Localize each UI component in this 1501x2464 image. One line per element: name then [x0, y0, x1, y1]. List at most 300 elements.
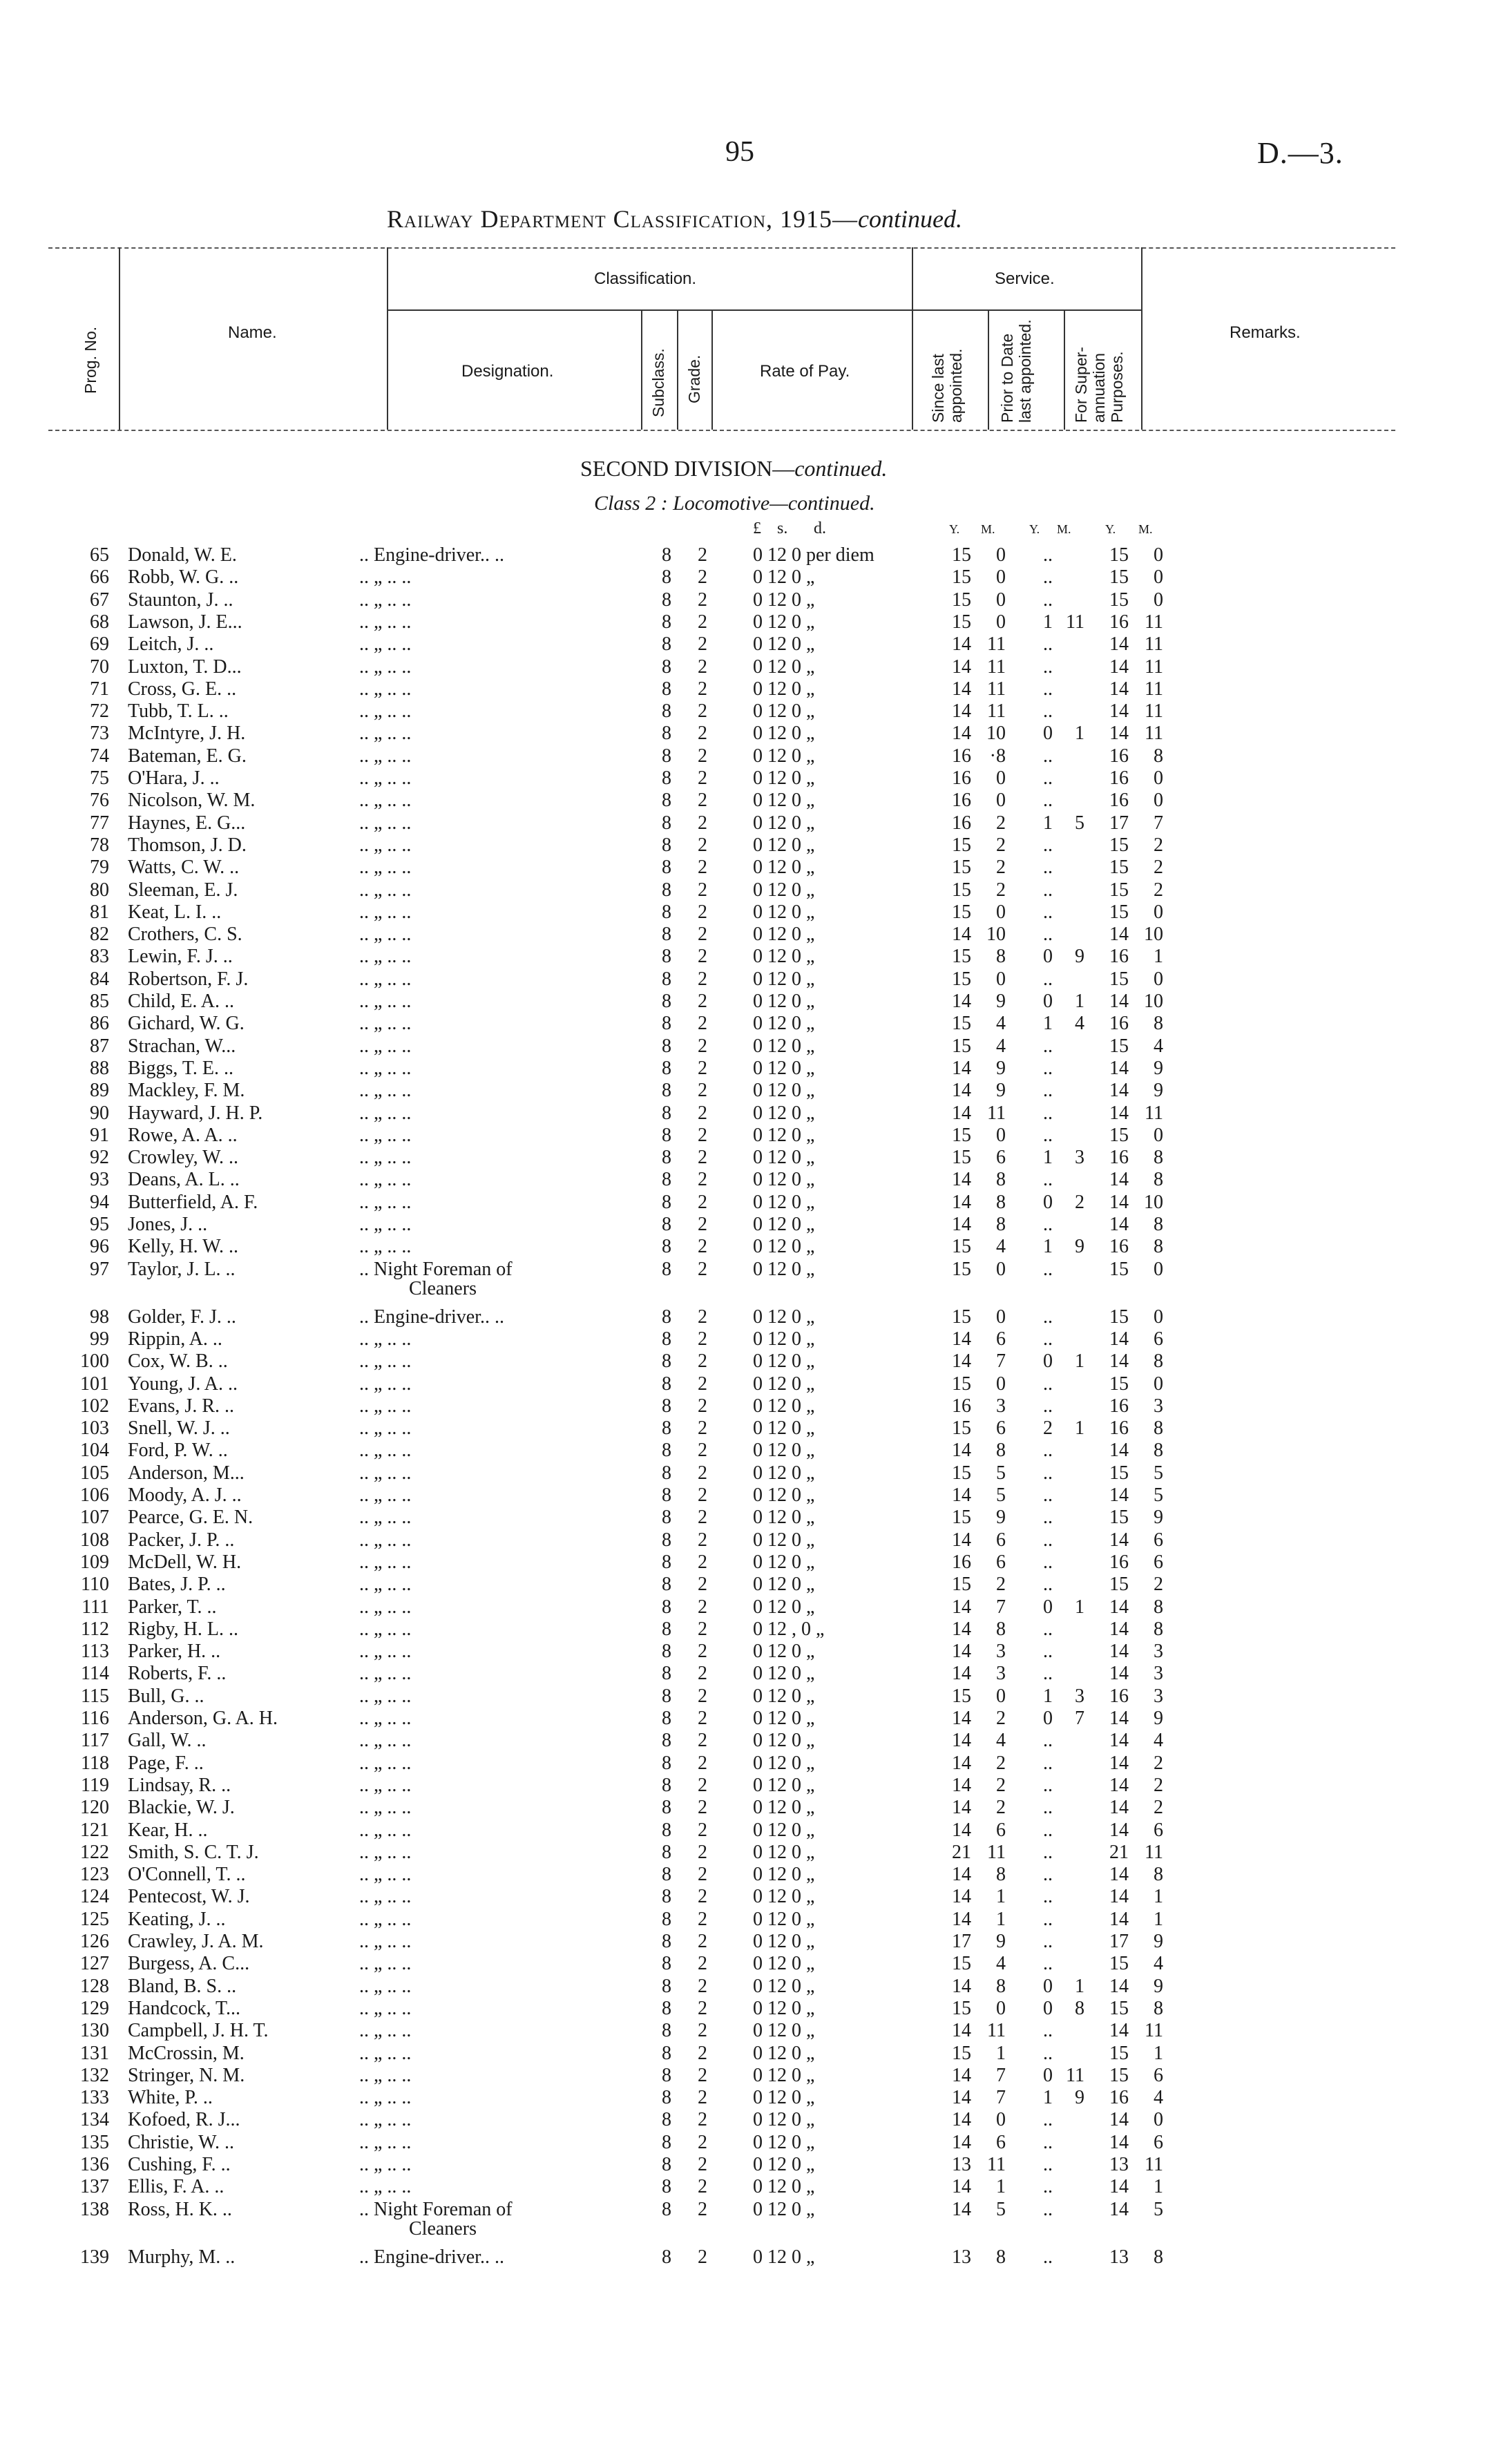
super-years-cell: 14	[1109, 1169, 1129, 1191]
table-row	[0, 1753, 1501, 1775]
table-row	[0, 1842, 1501, 1864]
subclass-cell: 8	[662, 1191, 671, 1213]
grade-cell: 2	[698, 2131, 707, 2153]
table-row	[0, 968, 1501, 991]
prog-no-cell: 95	[90, 1214, 109, 1235]
rate-cell: 0 12 0 „	[753, 812, 815, 834]
super-years-cell: 14	[1109, 1752, 1129, 1774]
name-cell: Luxton, T. D...	[128, 656, 242, 678]
table-row	[0, 656, 1501, 678]
prior-years-cell: ..	[1043, 656, 1053, 678]
prior-years-cell: ..	[1043, 2154, 1053, 2175]
since-months-cell: 4	[996, 1953, 1006, 1975]
name-cell: Child, E. A. ..	[128, 991, 235, 1012]
prior-years-cell: ..	[1043, 1258, 1053, 1280]
super-years-cell: 14	[1109, 1708, 1129, 1729]
table-row	[0, 700, 1501, 723]
prog-no-cell: 112	[81, 1618, 109, 1640]
since-months-cell: 8	[996, 1618, 1006, 1640]
rate-cell: 0 12 0 „	[753, 1124, 815, 1146]
prior-months-cell: 3	[1075, 1685, 1084, 1707]
super-months-cell: 8	[1154, 1618, 1163, 1640]
table-row	[0, 1306, 1501, 1328]
prog-no-cell: 104	[80, 1440, 109, 1462]
grade-cell: 2	[698, 2064, 707, 2086]
grade-cell: 2	[698, 1819, 707, 1841]
prior-years-cell: ..	[1043, 1035, 1053, 1057]
since-months-cell: 9	[996, 1931, 1006, 1952]
grade-cell: 2	[698, 901, 707, 923]
subclass-cell: 8	[662, 1147, 671, 1169]
designation-cell: .. „ .. ..	[359, 1841, 412, 1863]
prior-months-cell: 3	[1075, 1147, 1084, 1169]
prog-no-cell: 67	[90, 589, 109, 611]
prior-years-cell: ..	[1043, 1641, 1053, 1663]
table-row	[0, 2246, 1501, 2269]
prog-no-cell: 136	[80, 2154, 109, 2175]
since-years-cell: 15	[952, 1462, 971, 1484]
rate-cell: 0 12 0 „	[753, 2042, 815, 2064]
grade-cell: 2	[698, 1886, 707, 1908]
subclass-cell: 8	[662, 767, 671, 789]
designation-cell: .. „ .. ..	[359, 745, 412, 767]
since-months-cell: 5	[996, 1462, 1006, 1484]
since-months-cell: 0	[996, 1124, 1006, 1146]
subclass-cell: 8	[662, 1035, 671, 1057]
grade-cell: 2	[698, 723, 707, 745]
subclass-cell: 8	[662, 2109, 671, 2131]
grade-cell: 2	[698, 1169, 707, 1191]
grade-cell: 2	[698, 2020, 707, 2042]
super-years-cell: 14	[1109, 1328, 1129, 1350]
name-cell: Jones, J. ..	[128, 1214, 208, 1235]
designation-cell: .. „ .. ..	[359, 566, 412, 589]
prior-years-cell: 1	[1043, 1013, 1053, 1035]
super-years-cell: 15	[1109, 901, 1129, 923]
prog-no-cell: 71	[90, 678, 109, 700]
name-cell: Rippin, A. ..	[128, 1328, 222, 1350]
designation-cell: .. „ .. ..	[359, 1641, 412, 1663]
prior-years-cell: ..	[1043, 1462, 1053, 1484]
prior-years-cell: ..	[1043, 1574, 1053, 1596]
designation-cell: .. „ .. ..	[359, 1080, 412, 1102]
prog-no-cell: 84	[90, 968, 109, 990]
prior-years-cell: ..	[1043, 1484, 1053, 1506]
table-row	[0, 1169, 1501, 1191]
prog-no-cell: 134	[80, 2109, 109, 2131]
name-cell: Bates, J. P. ..	[128, 1574, 226, 1596]
prog-no-cell: 118	[81, 1752, 109, 1774]
header-designation: Designation.	[461, 362, 554, 381]
prior-years-cell: ..	[1043, 1908, 1053, 1930]
super-months-cell: 11	[1145, 611, 1163, 633]
rate-cell: 0 12 0 „	[753, 991, 815, 1012]
name-cell: Kear, H. ..	[128, 1819, 208, 1841]
super-months-cell: 6	[1154, 1819, 1163, 1841]
since-months-cell: 4	[996, 1013, 1006, 1035]
unit-years: Y.	[1029, 522, 1040, 536]
prog-no-cell: 77	[90, 812, 109, 834]
since-years-cell: 14	[952, 991, 971, 1012]
rate-cell: 0 12 0 „	[753, 2131, 815, 2153]
super-years-cell: 14	[1109, 1797, 1129, 1819]
subclass-cell: 8	[662, 1057, 671, 1079]
designation-cell: .. „ .. ..	[359, 1373, 412, 1395]
prog-no-cell: 131	[80, 2042, 109, 2064]
designation-cell: .. „ .. ..	[359, 2109, 412, 2131]
header-divider	[711, 309, 713, 430]
since-months-cell: 2	[996, 1574, 1006, 1596]
subclass-cell: 8	[662, 1596, 671, 1618]
super-months-cell: 10	[1144, 991, 1163, 1012]
super-months-cell: 1	[1154, 1886, 1163, 1908]
unit-pence: d.	[814, 519, 826, 537]
super-years-cell: 16	[1109, 790, 1129, 812]
subclass-cell: 8	[662, 1908, 671, 1930]
designation-cell: .. „ .. ..	[359, 2176, 412, 2198]
name-cell: Rigby, H. L. ..	[128, 1618, 238, 1640]
super-years-cell: 14	[1109, 1102, 1129, 1124]
name-cell: Deans, A. L. ..	[128, 1169, 240, 1191]
rate-cell: 0 12 0 „	[753, 1886, 815, 1908]
table-row	[0, 611, 1501, 633]
since-years-cell: 15	[952, 1035, 971, 1057]
super-months-cell: 2	[1154, 879, 1163, 901]
rate-cell: 0 12 0 „	[753, 1685, 815, 1707]
prior-months-cell: 9	[1075, 946, 1084, 968]
prog-no-cell: 102	[80, 1395, 109, 1417]
table-row	[0, 790, 1501, 812]
since-years-cell: 15	[952, 857, 971, 879]
rate-cell: 0 12 0 „	[753, 2198, 815, 2220]
prog-no-cell: 103	[80, 1417, 109, 1440]
grade-cell: 2	[698, 2109, 707, 2131]
rate-cell: 0 12 0 „	[753, 678, 815, 700]
subclass-cell: 8	[662, 2176, 671, 2198]
table-row	[0, 2132, 1501, 2154]
grade-cell: 2	[698, 1462, 707, 1484]
grade-cell: 2	[698, 1596, 707, 1618]
header-prior-to: Prior to Date last appointed.	[998, 319, 1034, 423]
prog-no-cell: 127	[80, 1953, 109, 1975]
header-prog-no: Prog. No.	[82, 326, 99, 394]
table-row	[0, 857, 1501, 879]
subclass-cell: 8	[662, 1618, 671, 1640]
subclass-cell: 8	[662, 723, 671, 745]
super-months-cell: 8	[1154, 1350, 1163, 1373]
since-years-cell: 15	[952, 1373, 971, 1395]
super-months-cell: 2	[1154, 1797, 1163, 1819]
super-months-cell: 9	[1154, 1057, 1163, 1079]
name-cell: Keat, L. I. ..	[128, 901, 222, 923]
since-months-cell: 3	[996, 1641, 1006, 1663]
since-years-cell: 14	[952, 2064, 971, 2086]
prior-years-cell: ..	[1043, 678, 1053, 700]
subclass-cell: 8	[662, 1663, 671, 1685]
since-years-cell: 15	[952, 589, 971, 611]
table-row	[0, 1864, 1501, 1886]
prog-no-cell: 128	[80, 1975, 109, 1997]
since-years-cell: 14	[952, 1169, 971, 1191]
prior-years-cell: 1	[1043, 1236, 1053, 1258]
since-months-cell: 0	[996, 968, 1006, 990]
since-years-cell: 15	[952, 1417, 971, 1440]
super-months-cell: 9	[1154, 1931, 1163, 1952]
prior-years-cell: ..	[1043, 1931, 1053, 1952]
grade-cell: 2	[698, 1328, 707, 1350]
prior-months-cell: 4	[1075, 1013, 1084, 1035]
since-years-cell: 14	[952, 1819, 971, 1841]
super-years-cell: 15	[1109, 566, 1129, 589]
grade-cell: 2	[698, 1997, 707, 2019]
rate-cell: 0 12 0 „	[753, 1147, 815, 1169]
table-row	[0, 1976, 1501, 1998]
grade-cell: 2	[698, 1102, 707, 1124]
subclass-cell: 8	[662, 879, 671, 901]
prior-years-cell: ..	[1043, 1057, 1053, 1079]
subclass-cell: 8	[662, 1641, 671, 1663]
name-cell: McDell, W. H.	[128, 1551, 242, 1573]
super-years-cell: 14	[1109, 924, 1129, 946]
rate-cell: 0 12 0 „	[753, 1730, 815, 1752]
name-cell: Blackie, W. J.	[128, 1797, 235, 1819]
designation-cell: .. „ .. ..	[359, 812, 412, 834]
super-months-cell: 9	[1154, 1080, 1163, 1102]
prog-no-cell: 113	[81, 1641, 109, 1663]
grade-cell: 2	[698, 2198, 707, 2220]
super-years-cell: 14	[1109, 1730, 1129, 1752]
designation-cell: .. „ .. ..	[359, 1462, 412, 1484]
table-row	[0, 2087, 1501, 2109]
prior-years-cell: ..	[1043, 1864, 1053, 1886]
grade-cell: 2	[698, 2246, 707, 2268]
rate-cell: 0 12 0 „	[753, 1102, 815, 1124]
prior-years-cell: ..	[1043, 834, 1053, 856]
super-months-cell: 8	[1154, 1214, 1163, 1235]
since-years-cell: 15	[952, 1258, 971, 1280]
grade-cell: 2	[698, 1035, 707, 1057]
rate-cell: 0 12 0 „	[753, 1484, 815, 1506]
designation-cell: .. „ .. ..	[359, 589, 412, 611]
prior-years-cell: ..	[1043, 2042, 1053, 2064]
since-years-cell: 15	[952, 1574, 971, 1596]
prog-no-cell: 86	[90, 1013, 109, 1035]
since-months-cell: 9	[996, 1080, 1006, 1102]
since-months-cell: 0	[996, 1258, 1006, 1280]
table-row	[0, 1417, 1501, 1440]
super-years-cell: 14	[1109, 678, 1129, 700]
table-row	[0, 1236, 1501, 1258]
prior-years-cell: ..	[1043, 1124, 1053, 1146]
super-months-cell: 8	[1154, 1596, 1163, 1618]
super-years-cell: 14	[1109, 1618, 1129, 1640]
rate-cell: 0 12 0 „	[753, 1864, 815, 1886]
rate-cell: 0 12 0 „	[753, 1663, 815, 1685]
prog-no-cell: 83	[90, 946, 109, 968]
name-cell: Anderson, M...	[128, 1462, 245, 1484]
name-cell: Crawley, J. A. M.	[128, 1931, 264, 1952]
designation-cell: .. „ .. ..	[359, 2064, 412, 2086]
since-years-cell: 14	[952, 633, 971, 656]
since-months-cell: 5	[996, 2198, 1006, 2220]
subclass-cell: 8	[662, 1864, 671, 1886]
prog-no-cell: 70	[90, 656, 109, 678]
subclass-cell: 8	[662, 991, 671, 1012]
since-years-cell: 14	[952, 2109, 971, 2131]
table-row	[0, 1259, 1501, 1281]
page-number: 95	[725, 136, 754, 168]
name-cell: Roberts, F. ..	[128, 1663, 227, 1685]
since-months-cell: 6	[996, 1529, 1006, 1551]
table-row	[0, 1328, 1501, 1350]
subclass-cell: 8	[662, 1395, 671, 1417]
rate-cell: 0 12 0 „	[753, 767, 815, 789]
super-months-cell: 4	[1154, 1953, 1163, 1975]
prior-years-cell: ..	[1043, 1328, 1053, 1350]
subclass-cell: 8	[662, 1685, 671, 1707]
name-cell: Stringer, N. M.	[128, 2064, 245, 2086]
super-months-cell: 6	[1154, 1328, 1163, 1350]
designation-cell: .. „ .. ..	[359, 1596, 412, 1618]
subclass-cell: 8	[662, 901, 671, 923]
since-months-cell: 0	[996, 566, 1006, 589]
since-years-cell: 14	[952, 2131, 971, 2153]
rate-cell: 0 12 0 „	[753, 1596, 815, 1618]
name-cell: Gichard, W. G.	[128, 1013, 245, 1035]
subclass-cell: 8	[662, 1507, 671, 1529]
table-row	[0, 2199, 1501, 2221]
designation-cell: .. „ .. ..	[359, 1013, 412, 1035]
name-cell: Packer, J. P. ..	[128, 1529, 235, 1551]
since-years-cell: 14	[952, 678, 971, 700]
subclass-cell: 8	[662, 1373, 671, 1395]
rate-cell: 0 12 0 „	[753, 1328, 815, 1350]
prior-months-cell: 9	[1075, 1236, 1084, 1258]
super-months-cell: 11	[1145, 633, 1163, 656]
grade-cell: 2	[698, 1507, 707, 1529]
rate-cell: 0 12 0 „	[753, 2020, 815, 2042]
rate-cell: 0 12 0 „	[753, 566, 815, 589]
grade-cell: 2	[698, 2087, 707, 2109]
super-months-cell: 2	[1154, 1774, 1163, 1796]
designation-cell: .. „ .. ..	[359, 1752, 412, 1774]
name-cell: Rowe, A. A. ..	[128, 1124, 238, 1146]
name-cell: Keating, J. ..	[128, 1908, 226, 1930]
designation-cell: .. „ .. ..	[359, 1864, 412, 1886]
name-cell: Robertson, F. J.	[128, 968, 249, 990]
page-title	[387, 204, 1147, 233]
prior-years-cell: 0	[1043, 991, 1053, 1012]
grade-cell: 2	[698, 700, 707, 723]
prior-years-cell: ..	[1043, 1819, 1053, 1841]
super-months-cell: 11	[1145, 2154, 1163, 2175]
prior-years-cell: ..	[1043, 1618, 1053, 1640]
super-months-cell: 3	[1154, 1395, 1163, 1417]
prior-years-cell: ..	[1043, 1102, 1053, 1124]
rate-cell: 0 12 , 0 „	[753, 1618, 825, 1640]
designation-cell: .. Engine-driver.. ..	[359, 1306, 504, 1328]
name-cell: Butterfield, A. F.	[128, 1191, 258, 1213]
prior-months-cell: 2	[1075, 1191, 1084, 1213]
since-years-cell: 14	[952, 1618, 971, 1640]
grade-cell: 2	[698, 1752, 707, 1774]
since-months-cell: 10	[986, 924, 1006, 946]
name-cell: White, P. ..	[128, 2087, 213, 2109]
prior-years-cell: ..	[1043, 879, 1053, 901]
grade-cell: 2	[698, 1440, 707, 1462]
header-rate-of-pay: Rate of Pay.	[760, 362, 850, 381]
rate-cell: 0 12 0 „	[753, 1841, 815, 1863]
prog-no-cell: 69	[90, 633, 109, 656]
table-row	[0, 589, 1501, 611]
subclass-cell: 8	[662, 700, 671, 723]
since-months-cell: 10	[986, 723, 1006, 745]
since-years-cell: 15	[952, 1685, 971, 1707]
prior-years-cell: ..	[1043, 2020, 1053, 2042]
super-years-cell: 16	[1109, 767, 1129, 789]
since-months-cell: 8	[996, 946, 1006, 968]
since-years-cell: 14	[952, 723, 971, 745]
prior-months-cell: 1	[1075, 723, 1084, 745]
since-years-cell: 15	[952, 544, 971, 566]
super-months-cell: 0	[1154, 968, 1163, 990]
grade-cell: 2	[698, 2042, 707, 2064]
subclass-cell: 8	[662, 1306, 671, 1328]
since-months-cell: 8	[996, 2246, 1006, 2268]
name-cell: McCrossin, M.	[128, 2042, 245, 2064]
prior-years-cell: ..	[1043, 544, 1053, 566]
rate-cell: 0 12 0 „	[753, 790, 815, 812]
rate-cell: 0 12 0 „	[753, 611, 815, 633]
subclass-cell: 8	[662, 1886, 671, 1908]
name-cell: Campbell, J. H. T.	[128, 2020, 269, 2042]
prog-no-cell: 108	[80, 1529, 109, 1551]
name-cell: Staunton, J. ..	[128, 589, 233, 611]
table-row	[0, 2020, 1501, 2042]
super-months-cell: 8	[1154, 745, 1163, 767]
table-row	[0, 2065, 1501, 2087]
super-months-cell: 0	[1154, 1306, 1163, 1328]
prog-no-cell: 122	[80, 1841, 109, 1863]
name-cell: Strachan, W...	[128, 1035, 236, 1057]
since-months-cell: 8	[996, 1191, 1006, 1213]
name-cell: Watts, C. W. ..	[128, 857, 240, 879]
since-years-cell: 15	[952, 968, 971, 990]
designation-continuation: Cleaners	[409, 1277, 477, 1299]
grade-cell: 2	[698, 1417, 707, 1440]
header-remarks: Remarks.	[1230, 323, 1301, 342]
designation-cell: .. „ .. ..	[359, 1574, 412, 1596]
table-row	[0, 1507, 1501, 1529]
designation-cell: .. „ .. ..	[359, 2154, 412, 2175]
subclass-cell: 8	[662, 2064, 671, 2086]
prior-months-cell: 5	[1075, 812, 1084, 834]
header-bottom-rule	[48, 430, 1395, 431]
table-row	[0, 991, 1501, 1013]
rate-cell: 0 12 0 „	[753, 1169, 815, 1191]
subclass-cell: 8	[662, 745, 671, 767]
super-months-cell: 2	[1154, 1574, 1163, 1596]
super-years-cell: 16	[1109, 1551, 1129, 1573]
prior-years-cell: 0	[1043, 1708, 1053, 1729]
super-months-cell: 11	[1145, 1841, 1163, 1863]
since-months-cell: 0	[996, 1997, 1006, 2019]
name-cell: Crowley, W. ..	[128, 1147, 238, 1169]
prog-no-cell: 114	[81, 1663, 109, 1685]
designation-cell: .. „ .. ..	[359, 968, 412, 990]
super-years-cell: 14	[1109, 2109, 1129, 2131]
since-months-cell: 0	[996, 767, 1006, 789]
